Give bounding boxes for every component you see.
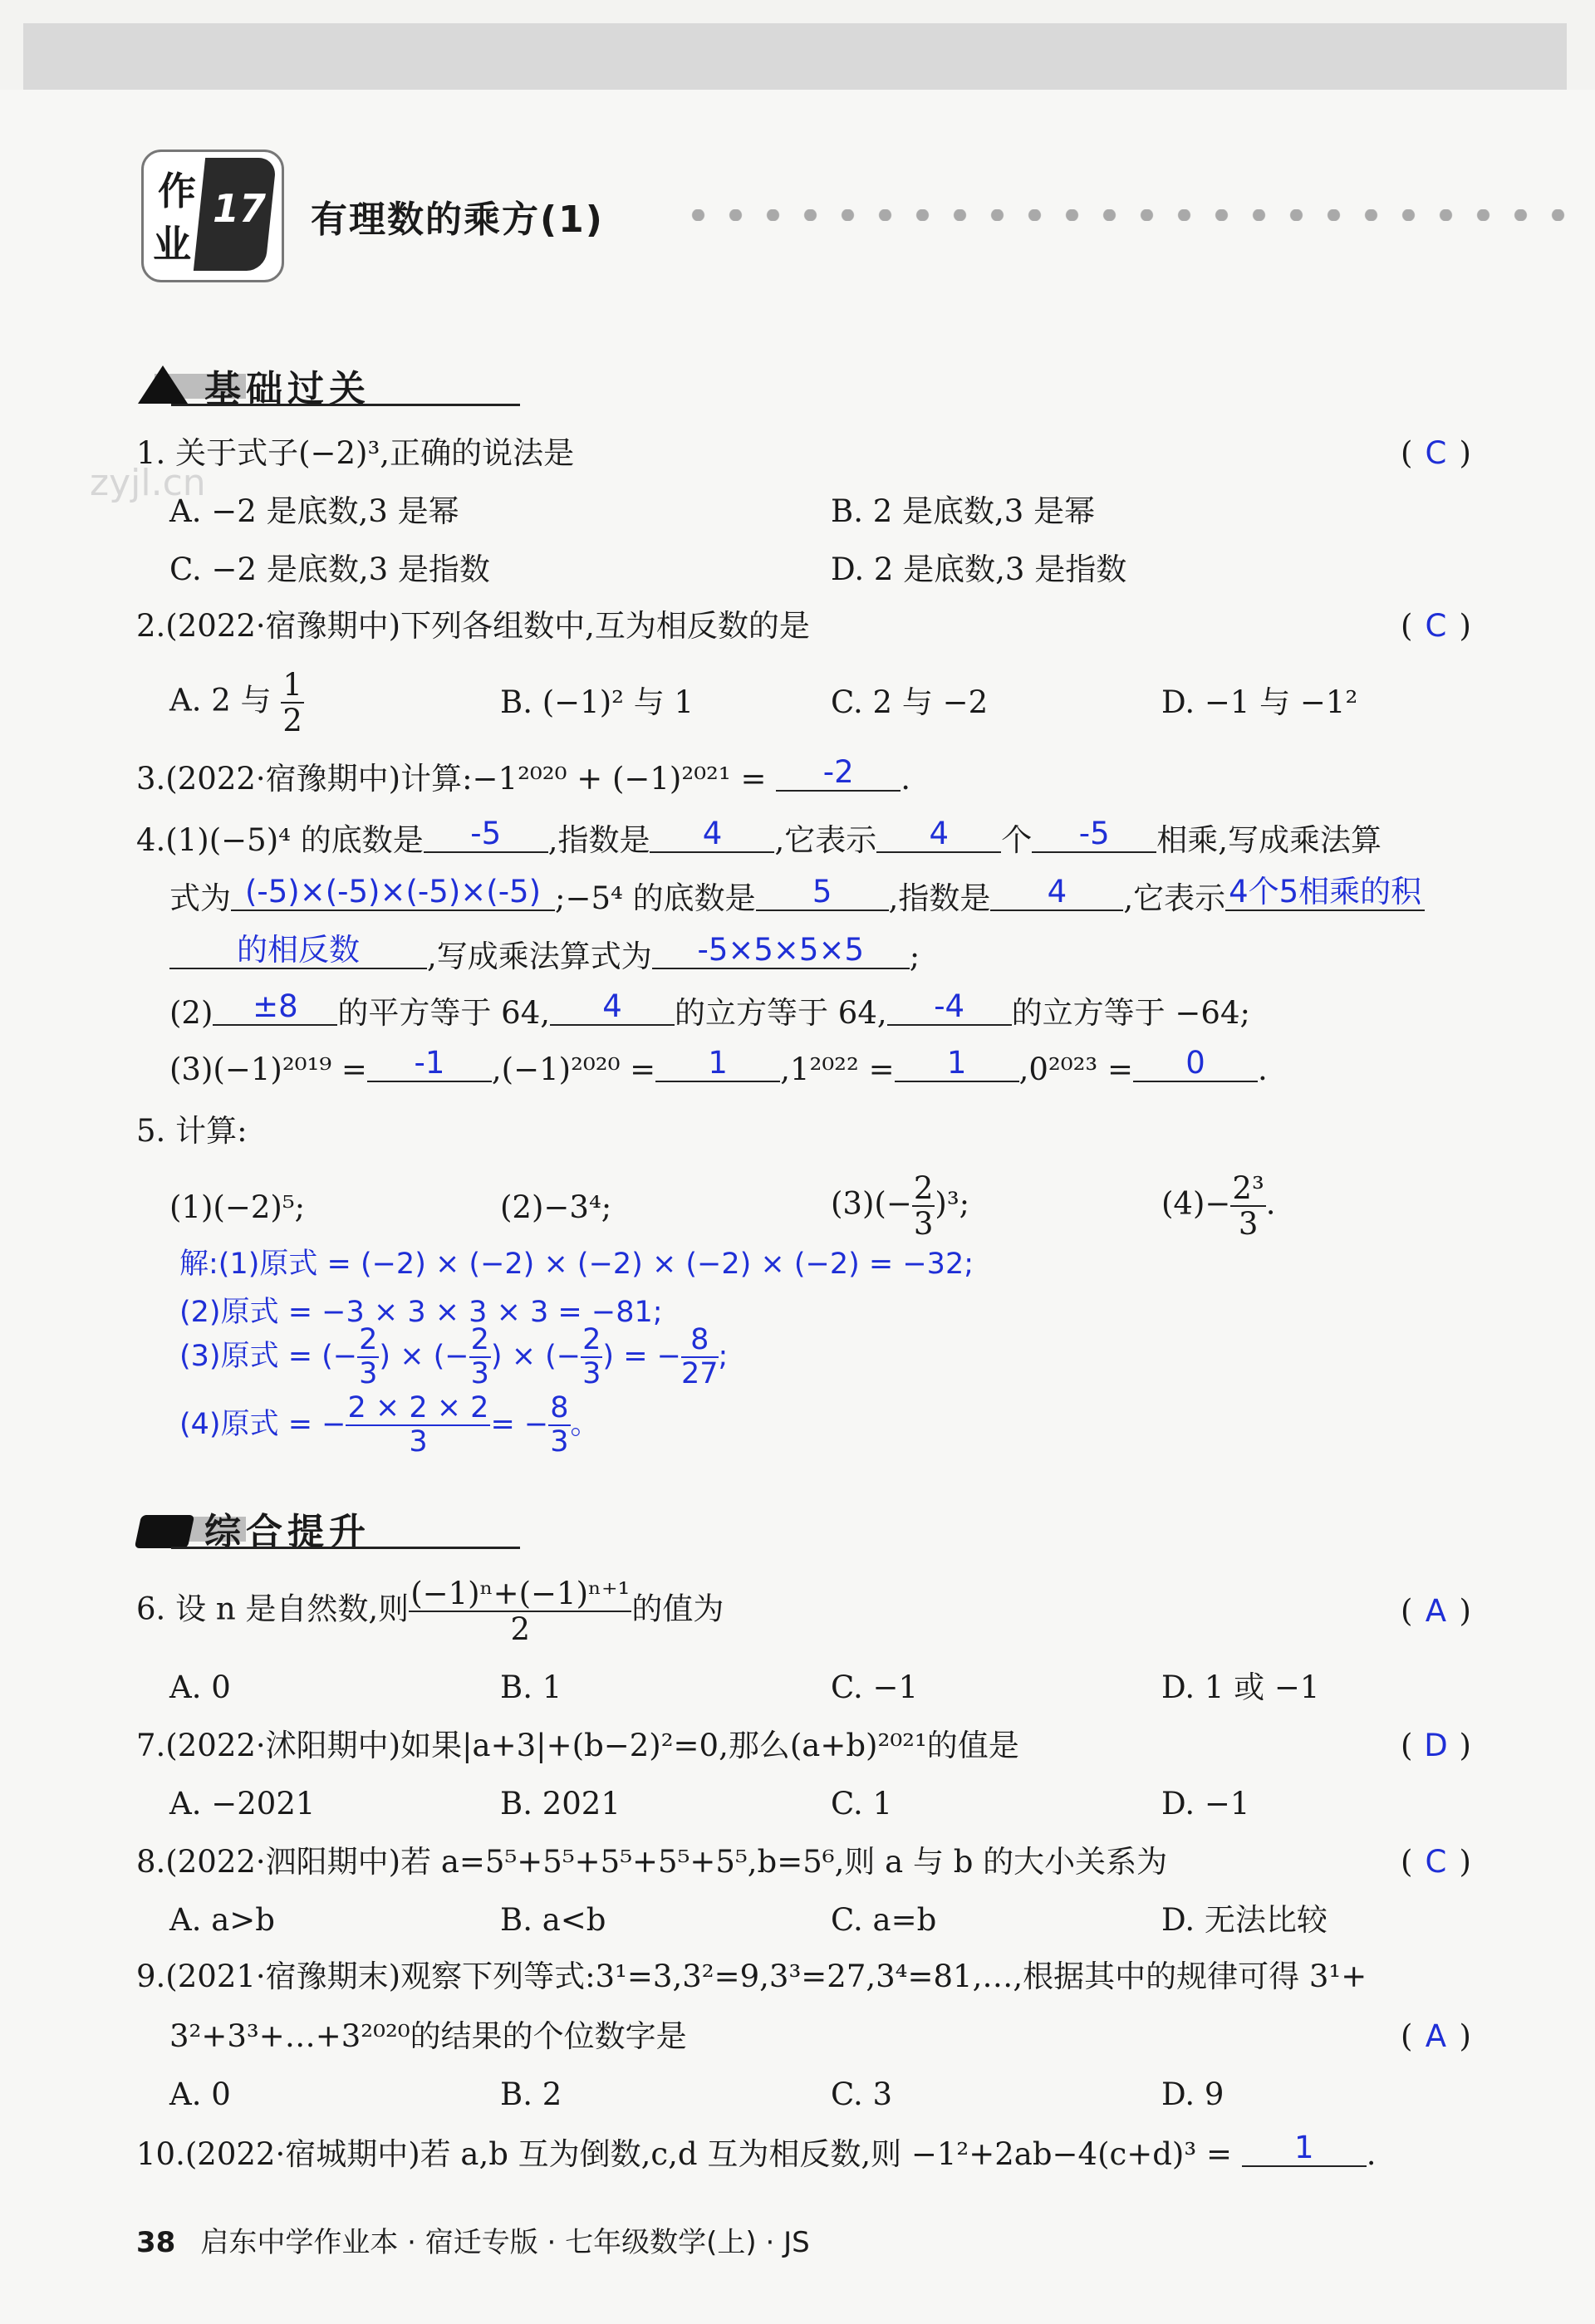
q9-answer-box: ( A ) (1401, 2018, 1471, 2054)
q7-option-b: B. 2021 (500, 1786, 621, 1821)
q5-item-4 (1161, 1170, 1276, 1242)
q6-fraction (409, 1578, 631, 1645)
q4-blank-15: 1 (655, 1047, 780, 1082)
section-advanced (138, 1500, 387, 1555)
badge-bottom-char: 业 (153, 222, 191, 267)
q4-text: ;−5⁴ 的底数是 (555, 880, 756, 916)
solution-text: 。 (570, 1408, 600, 1441)
q4-text: ,写成乘法算式为 (427, 939, 652, 974)
q4-text: 式为 (169, 880, 231, 916)
q5-item-2: (2)−3⁴; (500, 1189, 612, 1225)
q8-option-d: D. 无法比较 (1161, 1902, 1328, 1938)
fraction-denominator: 3 (409, 1425, 428, 1459)
q5-item-4-fraction (1230, 1170, 1265, 1242)
page-number: 38 (136, 2226, 176, 2259)
q8-option-a: A. a>b (169, 1902, 275, 1938)
section-basic-label: 基础过关 (204, 368, 371, 410)
q4-blank-4: -5 (1032, 817, 1156, 853)
q4-blank-17: 0 (1133, 1047, 1258, 1082)
fraction-denominator: 2 (510, 1611, 531, 1647)
fraction-numerator: 2 (470, 1323, 489, 1356)
q2-option-a-fraction (281, 669, 304, 736)
fraction-numerator: 2 × 2 × 2 (347, 1391, 489, 1424)
solution-fraction (346, 1391, 490, 1459)
fraction-denominator: 3 (582, 1357, 601, 1390)
q7-option-a: A. −2021 (169, 1786, 316, 1821)
q4-blank-7: 4 (990, 875, 1123, 911)
q4-text: ,它表示 (774, 822, 877, 858)
solution-text: ) × (− (490, 1340, 582, 1373)
fraction-denominator: 27 (680, 1357, 719, 1390)
q4-blank-12: 4 (550, 990, 675, 1026)
q2-option-d: D. −1 与 −1² (1161, 684, 1358, 720)
q4-text: (3)(−1)²⁰¹⁹ = (169, 1052, 367, 1087)
q4-text: (2) (169, 995, 213, 1031)
q5-item-3 (831, 1170, 970, 1242)
q5-text: . (1265, 1185, 1276, 1222)
fraction-denominator: 3 (913, 1206, 934, 1242)
q4-blank-14: -1 (367, 1047, 492, 1082)
section-marker-icon (135, 1515, 195, 1548)
q2-stem: 2.(2022·宿豫期中)下列各组数中,互为相反数的是 (136, 608, 810, 644)
q4-blank-16: 1 (895, 1047, 1019, 1082)
solution-text: (3)原式 = (− (179, 1340, 358, 1373)
q8-answer-box: ( C ) (1401, 1844, 1471, 1880)
q9-stem-line1: 9.(2021·宿豫期末)观察下列等式:3¹=3,3²=9,3³=27,3⁴=81,…,根据其中的规律可得 3¹+ (136, 1959, 1367, 1994)
fraction-denominator: 3 (1238, 1206, 1259, 1242)
title-dots (680, 209, 1568, 221)
q8-option-b: B. a<b (500, 1902, 606, 1938)
q4-blank-8: 4个5相乘的积 (1225, 875, 1425, 911)
q6-stem (136, 1578, 724, 1645)
q7-answer-box: ( D ) (1401, 1728, 1471, 1763)
q8-option-c: C. a=b (831, 1902, 937, 1938)
q4-text: 4.(1)(−5)⁴ 的底数是 (136, 822, 424, 858)
q4-blank-3: 4 (876, 817, 1001, 853)
q7-option-d: D. −1 (1161, 1786, 1250, 1821)
q5-item-3-fraction (912, 1170, 935, 1242)
q5-text: )³; (935, 1185, 970, 1222)
q4-blank-11: ±8 (213, 990, 337, 1026)
q5-text: (3)(− (831, 1185, 912, 1222)
section-advanced-label: 综合提升 (204, 1511, 371, 1553)
q4-text: ,它表示 (1123, 880, 1226, 916)
q4-text: 个 (1001, 822, 1033, 858)
solution-fraction (581, 1323, 602, 1390)
q5-item-1: (1)(−2)⁵; (169, 1189, 306, 1225)
q7-stem: 7.(2022·沭阳期中)如果|a+3|+(b−2)²=0,那么(a+b)²⁰²¹的值是 (136, 1728, 1019, 1763)
q4-line3 (169, 932, 920, 976)
q4-text: 的平方等于 64, (337, 995, 551, 1031)
q4-line5 (169, 1045, 1268, 1089)
fraction-numerator: 8 (550, 1391, 569, 1424)
footer-text: 启东中学作业本 · 宿迁专版 · 七年级数学(上) · JS (200, 2226, 810, 2259)
q10 (136, 2130, 1377, 2174)
q1-option-d: D. 2 是底数,3 是指数 (831, 552, 1127, 587)
q3-answer: -2 (776, 756, 901, 792)
q6-option-d: D. 1 或 −1 (1161, 1669, 1320, 1705)
q9-option-c: C. 3 (831, 2076, 893, 2112)
page-title: 有理数的乘方(1) (311, 199, 604, 241)
q1-answer-box: ( C ) (1401, 435, 1471, 471)
solution-fraction (680, 1323, 719, 1390)
q2-answer-box: ( C ) (1401, 608, 1471, 644)
q5-solution-4 (179, 1391, 600, 1459)
solution-fraction (548, 1391, 570, 1459)
q6-option-b: B. 1 (500, 1669, 562, 1705)
fraction-numerator: 2³ (1232, 1170, 1264, 1206)
triangle-icon (138, 365, 188, 404)
q2-option-b: B. (−1)² 与 1 (500, 684, 694, 720)
q4-text: ; (909, 939, 920, 974)
solution-text: ) = − (602, 1340, 681, 1373)
q9-stem-line2: 3²+3³+…+3²⁰²⁰的结果的个位数字是 (169, 2018, 687, 2054)
solution-text: (4)原式 = − (179, 1408, 346, 1441)
q4-text: ,(−1)²⁰²⁰ = (491, 1052, 656, 1087)
q2-option-a-text: A. 2 与 (169, 682, 272, 718)
q2-option-a (169, 669, 304, 736)
q9-option-b: B. 2 (500, 2076, 562, 2112)
q4-blank-10: -5×5×5×5 (652, 934, 910, 969)
q7-answer: D (1424, 1728, 1448, 1763)
q4-blank-6: 5 (756, 875, 889, 911)
q4-text: 相乘,写成乘法算 (1156, 822, 1382, 858)
solution-text: = − (490, 1408, 549, 1441)
q9-option-d: D. 9 (1161, 2076, 1224, 2112)
q4-text: ,0²⁰²³ = (1018, 1052, 1134, 1087)
q2-answer: C (1425, 608, 1447, 644)
top-band (23, 23, 1567, 90)
q10-answer: 1 (1242, 2131, 1367, 2167)
q6-answer-box: ( A ) (1401, 1593, 1471, 1629)
section-basic (138, 357, 387, 412)
q4-blank-9: 的相反数 (169, 934, 427, 969)
q4-blank-2: 4 (650, 817, 774, 853)
solution-fraction (357, 1323, 379, 1390)
q4-line4 (169, 988, 1250, 1032)
q5-solution-2: (2)原式 = −3 × 3 × 3 × 3 = −81; (179, 1296, 663, 1329)
q3-stem: 3.(2022·宿豫期中)计算:−1²⁰²⁰ + (−1)²⁰²¹ = (136, 761, 767, 797)
watermark: zyjl.cn (90, 462, 206, 504)
fraction-denominator: 2 (282, 703, 302, 738)
q4-blank-5: (-5)×(-5)×(-5)×(-5) (231, 875, 555, 911)
fraction-numerator: (−1)ⁿ+(−1)ⁿ⁺¹ (410, 1576, 631, 1611)
badge-top-char: 作 (158, 169, 196, 213)
q2-option-c: C. 2 与 −2 (831, 684, 989, 720)
q10-stem: 10.(2022·宿城期中)若 a,b 互为倒数,c,d 互为相反数,则 −1²+2ab−4(c+d)³ = (136, 2136, 1232, 2172)
fraction-numerator: 1 (282, 667, 302, 703)
q1-option-b: B. 2 是底数,3 是幂 (831, 493, 1096, 529)
fraction-numerator: 8 (681, 1326, 719, 1358)
q4-line1 (136, 816, 1382, 860)
q6-answer: A (1425, 1593, 1447, 1629)
q6-option-a: A. 0 (169, 1669, 231, 1705)
q4-text: 的立方等于 −64; (1011, 995, 1250, 1031)
q6-option-c: C. −1 (831, 1669, 919, 1705)
fraction-denominator: 3 (550, 1425, 569, 1459)
q8-answer: C (1425, 1844, 1447, 1880)
q6-text: 6. 设 n 是自然数,则 (136, 1591, 410, 1627)
solution-text: ) × (− (379, 1340, 469, 1373)
q4-blank-1: -5 (424, 817, 548, 853)
solution-fraction (469, 1323, 491, 1390)
q7-option-c: C. 1 (831, 1786, 893, 1821)
q9-answer: A (1425, 2018, 1447, 2054)
q1-answer: C (1425, 435, 1447, 471)
badge-number: 17 (213, 186, 267, 231)
q5-solution-1: 解:(1)原式 = (−2) × (−2) × (−2) × (−2) × (−2) = −32; (179, 1248, 974, 1281)
q4-text: . (1258, 1052, 1268, 1087)
fraction-numerator: 2 (913, 1170, 934, 1206)
q9-option-a: A. 0 (169, 2076, 231, 2112)
solution-text: ; (718, 1340, 729, 1373)
fraction-denominator: 3 (359, 1357, 378, 1390)
q5-stem: 5. 计算: (136, 1113, 248, 1149)
q1-option-c: C. −2 是底数,3 是指数 (169, 552, 490, 587)
q4-text: 的立方等于 64, (675, 995, 887, 1031)
q4-blank-13: -4 (887, 990, 1012, 1026)
q5-solution-3 (179, 1323, 729, 1390)
q1-option-a: A. −2 是底数,3 是幂 (169, 493, 459, 529)
q3: 3.(2022·宿豫期中)计算:−1²⁰²⁰ + (−1)²⁰²¹ = -2 . (136, 754, 910, 797)
q4-text: ,指数是 (547, 822, 650, 858)
assignment-badge (141, 150, 284, 282)
q4-text: ,指数是 (888, 880, 991, 916)
q10-text: . (1366, 2136, 1377, 2172)
fraction-denominator: 3 (470, 1357, 489, 1390)
q5-text: (4)− (1161, 1185, 1231, 1222)
q8-stem: 8.(2022·泗阳期中)若 a=5⁵+5⁵+5⁵+5⁵+5⁵,b=5⁶,则 a 与 b 的大小关系为 (136, 1844, 1168, 1880)
fraction-numerator: 2 (359, 1323, 378, 1356)
q6-text: 的值为 (631, 1591, 724, 1627)
q4-line2 (169, 874, 1425, 918)
q4-text: ,1²⁰²² = (780, 1052, 895, 1087)
page-footer (136, 2219, 810, 2260)
q1-stem: 1. 关于式子(−2)³,正确的说法是 (136, 435, 575, 471)
fraction-numerator: 2 (582, 1323, 601, 1356)
